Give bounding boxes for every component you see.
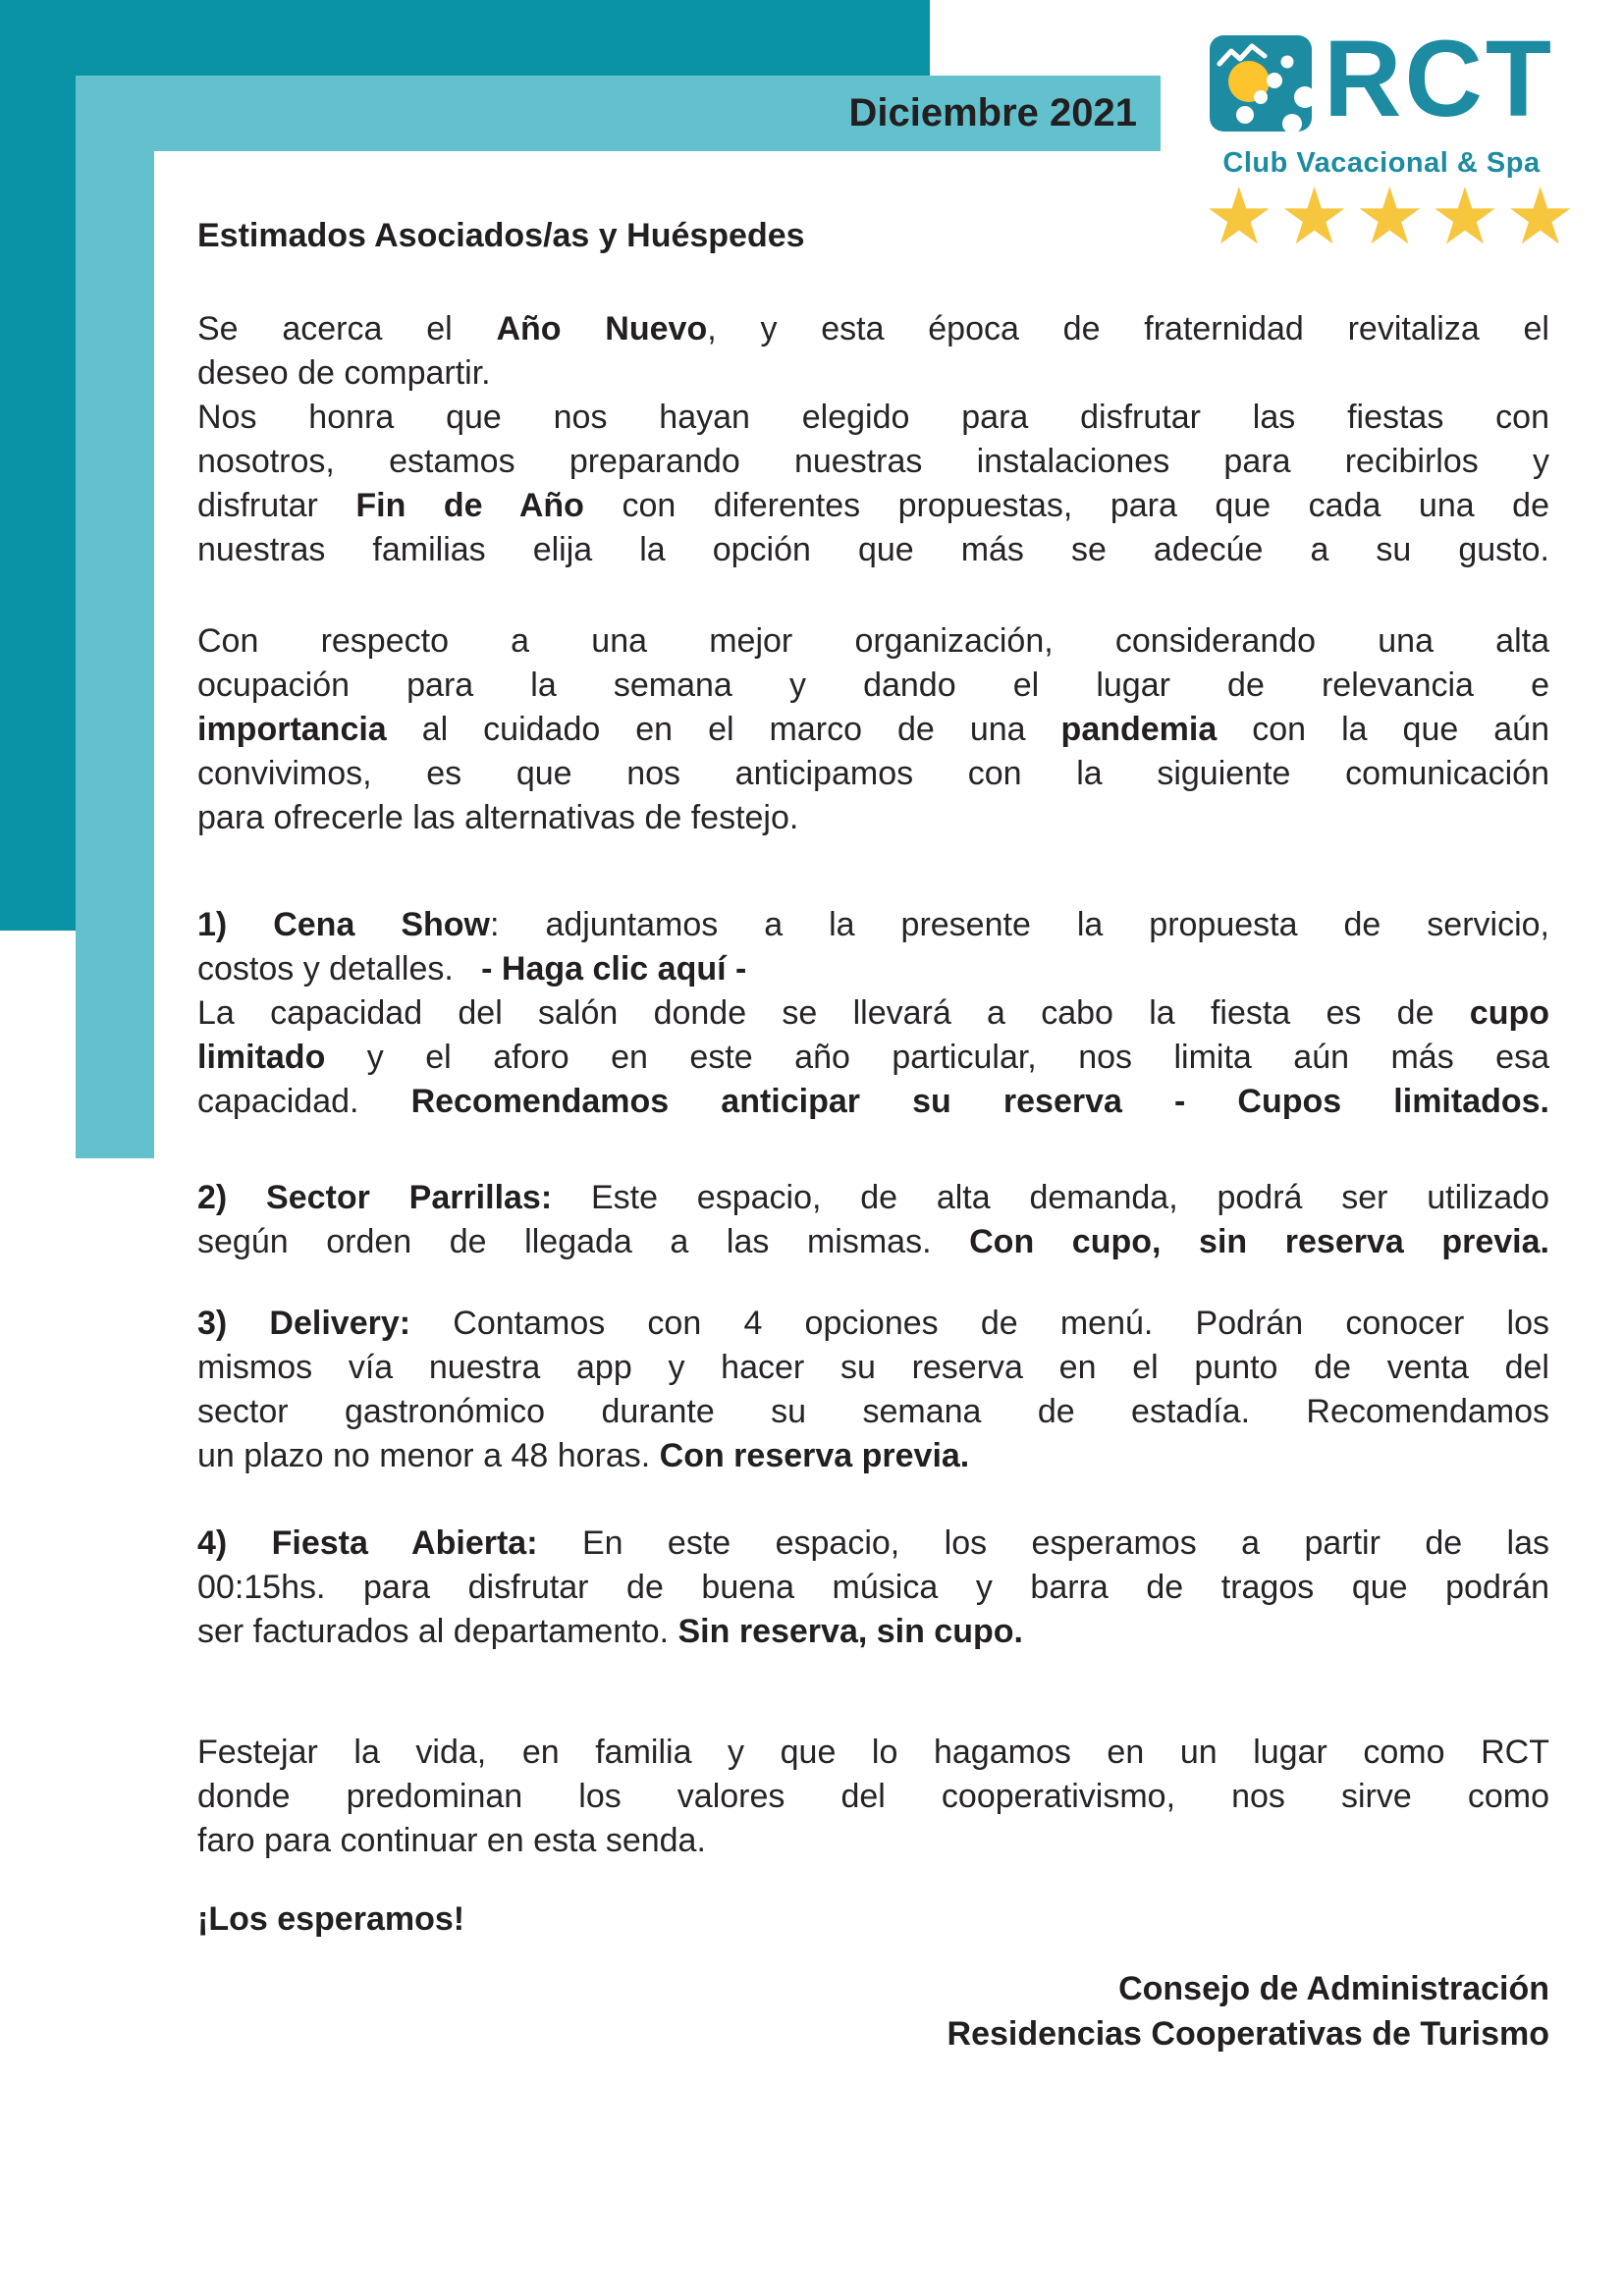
text-line — [197, 903, 1549, 947]
five-stars-icon: ★★★★★ — [1204, 173, 1581, 260]
body-text: para ofrecerle las alternativas de festejo. — [197, 799, 799, 836]
organization-paragraph — [197, 619, 1549, 840]
body-text: , y esta época de fraternidad revitaliza el — [707, 310, 1549, 347]
text-line — [197, 1220, 1549, 1264]
text-line — [197, 528, 1549, 572]
signature-line-council: Consejo de Administración — [1118, 1970, 1549, 2007]
text-line — [197, 1434, 1549, 1478]
text-line — [197, 1522, 1549, 1566]
letter-greeting: Estimados Asociados/as y Huéspedes — [197, 217, 805, 254]
text-line — [197, 796, 1549, 840]
farewell — [197, 1897, 1549, 1942]
date-text: Diciembre 2021 — [848, 91, 1137, 134]
text-line — [197, 1731, 1549, 1775]
body-text: convivimos, es que nos anticipamos con la siguiente comunicación — [197, 755, 1549, 792]
text-line — [197, 1610, 1549, 1654]
body-text: deseo de compartir. — [197, 354, 491, 392]
body-text: Con respecto a una mejor organización, considerando una alta — [197, 622, 1549, 660]
body-text: La capacidad del salón donde se llevará a cabo la fiesta es de — [197, 994, 1470, 1032]
bold-text: Año Nuevo — [496, 310, 708, 347]
body-text: Contamos con 4 opciones de menú. Podrán conocer los — [410, 1305, 1549, 1342]
body-text: : adjuntamos a la presente la propuesta de servicio, — [490, 906, 1549, 943]
body-text: En este espacio, los esperamos a partir de las — [537, 1524, 1550, 1562]
bold-text: 1) Cena Show — [197, 906, 491, 943]
text-line — [197, 1036, 1549, 1080]
intro-paragraph — [197, 307, 1549, 572]
text-line — [197, 440, 1549, 484]
body-text: 00:15hs. para disfrutar de buena música y barra de tragos que podrán — [197, 1569, 1549, 1606]
closing-paragraph — [197, 1731, 1549, 1863]
bold-text: Sin reserva, sin cupo. — [677, 1613, 1023, 1650]
bold-text: ¡Los esperamos! — [197, 1900, 465, 1938]
bold-text: Fin de Año — [355, 487, 584, 524]
bold-text: cupo — [1469, 994, 1549, 1032]
rct-logo-mark-icon — [1210, 35, 1312, 132]
text-line — [197, 664, 1549, 708]
body-text: faro para continuar en esta senda. — [197, 1822, 706, 1859]
text-line — [197, 307, 1549, 351]
body-text: con diferentes propuestas, para que cada una de — [583, 487, 1550, 524]
body-text: mismos vía nuestra app y hacer su reserva en el punto de venta del — [197, 1349, 1549, 1386]
body-text: costos y detalles. — [197, 950, 482, 988]
body-text: ocupación para la semana y dando el lugar de relevancia e — [197, 667, 1549, 704]
bold-text: 3) Delivery: — [197, 1305, 411, 1342]
option-2-sector-parrillas — [197, 1176, 1549, 1264]
body-text: donde predominan los valores del cooperativismo, nos sirve como — [197, 1778, 1549, 1815]
body-text: al cuidado en el marco de una — [386, 711, 1061, 748]
body-text: Nos honra que nos hayan elegido para disfrutar las fiestas con — [197, 399, 1549, 436]
body-text: nosotros, estamos preparando nuestras instalaciones para recibirlos y — [197, 443, 1549, 480]
text-line — [197, 484, 1549, 528]
signature-block — [197, 1966, 1549, 2056]
body-text: según orden de llegada a las mismas. — [197, 1223, 970, 1260]
text-line — [197, 1346, 1549, 1390]
bold-text: 2) Sector Parrillas: — [197, 1179, 553, 1216]
option-1-cena-show — [197, 903, 1549, 1124]
body-text: ser facturados al departamento. — [197, 1613, 678, 1650]
text-line — [197, 396, 1549, 440]
bold-text: Con reserva previa. — [659, 1437, 970, 1474]
bold-text: Recomendamos anticipar su reserva - Cupos limitados. — [410, 1083, 1549, 1120]
body-text: y el aforo en este año particular, nos limita aún más esa — [325, 1039, 1549, 1076]
left-accent-bar-light — [76, 76, 154, 1158]
signature-line-company: Residencias Cooperativas de Turismo — [947, 2015, 1549, 2053]
text-line — [197, 947, 1549, 991]
logo-brand-text: RCT — [1324, 19, 1555, 139]
body-text: Se acerca el — [197, 310, 497, 347]
text-line — [197, 1302, 1549, 1346]
text-line — [197, 1390, 1549, 1434]
text-line — [197, 708, 1549, 752]
option-3-delivery — [197, 1302, 1549, 1478]
body-text: un plazo no menor a 48 horas. — [197, 1437, 660, 1474]
body-text: sector gastronómico durante su semana de estadía. Recomendamos — [197, 1393, 1549, 1430]
haga-clic-aqui-link[interactable]: - Haga clic aquí - — [481, 950, 747, 988]
bold-text: 4) Fiesta Abierta: — [197, 1524, 538, 1562]
body-text: Festejar la vida, en familia y que lo hagamos en un lugar como RCT — [197, 1734, 1549, 1771]
bold-text: importancia — [197, 711, 387, 748]
text-line — [197, 351, 1549, 396]
text-line — [197, 1080, 1549, 1124]
text-line — [197, 1819, 1549, 1863]
bold-text: pandemia — [1060, 711, 1218, 748]
text-line — [197, 619, 1549, 664]
option-4-fiesta-abierta — [197, 1522, 1549, 1654]
body-text: Este espacio, de alta demanda, podrá ser utilizado — [552, 1179, 1549, 1216]
text-line — [197, 1897, 1549, 1942]
text-line — [197, 752, 1549, 796]
bold-text: Con cupo, sin reserva previa. — [969, 1223, 1549, 1260]
text-line — [197, 1775, 1549, 1819]
date-banner — [76, 76, 1161, 151]
bold-text: limitado — [197, 1039, 326, 1076]
left-accent-bar-dark — [0, 0, 76, 931]
body-text: con la que aún — [1217, 711, 1549, 748]
text-line — [197, 991, 1549, 1036]
body-text: nuestras familias elija la opción que más se adecúe a su gusto. — [197, 531, 1549, 568]
logo-tagline: Club Vacacional & Spa — [1222, 147, 1541, 179]
text-line — [197, 1176, 1549, 1220]
body-text: disfrutar — [197, 487, 356, 524]
top-accent-bar-dark — [0, 0, 930, 76]
body-text: capacidad. — [197, 1083, 411, 1120]
text-line — [197, 1566, 1549, 1610]
